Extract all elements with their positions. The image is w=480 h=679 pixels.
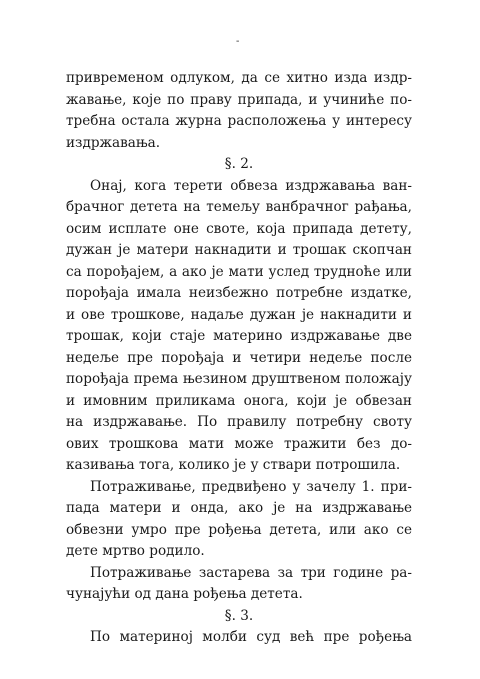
text-line: осим исплате оне своте, која припада детету, <box>66 220 412 237</box>
text-line: ових трошкова мати може тражити без до- <box>66 435 412 452</box>
text-line: недеље пре порођаја и четири недеље после <box>66 349 412 366</box>
text-line: требна остала журна расположења у интересу <box>66 113 412 129</box>
page-folio-mark: - <box>236 36 240 47</box>
text-line: издржавања. <box>66 134 161 151</box>
text-line: порођаја према њезином друштвеном положају <box>66 371 412 387</box>
text-line: Онај, кога терети обвеза издржавања ван- <box>90 177 412 194</box>
text-line: брачног детета на темељу ванбрачног рађања, <box>66 199 412 215</box>
text-line: и имовним приликама онога, који је обвезан <box>66 392 412 409</box>
text-line: пада матери и онда, ако је на издржавање <box>66 500 412 516</box>
text-line: порођаја имала неизбежно потребне издатке, <box>66 285 412 301</box>
section-heading-3: §. 3. <box>224 607 254 624</box>
text-line: и ове трошкове, надаље дужан је накнадити и <box>66 306 412 323</box>
text-line: казивања тога, колико је у ствари потрошила. <box>66 457 401 473</box>
text-line: обвезни умро пре рођења детета, или ако се <box>66 521 412 538</box>
text-line: трошак, који стаје материно издржавање две <box>66 328 412 344</box>
text-line: привременом одлуком, да се хитно изда издр- <box>66 70 412 86</box>
text-line: са порођајем, а ако је мати услед трудноће или <box>66 263 412 280</box>
text-line: чунајући од дана рођења детета. <box>66 586 303 602</box>
text-line: на издржавање. По правилу потребну своту <box>66 414 412 430</box>
text-line: дете мртво родило. <box>66 543 205 559</box>
text-line: Потраживање, предвиђено у зачелу 1. при- <box>90 478 412 495</box>
text-line: жавање, које по праву припада, и учиниће по- <box>66 91 412 108</box>
text-line: По материној молби суд већ пре рођења <box>90 629 412 645</box>
text-line: дужан је матери накнадити и трошак скопчан <box>66 242 412 258</box>
page-text-block <box>66 68 412 649</box>
text-line: Потраживање застарева за три године ра- <box>90 564 412 581</box>
section-heading-2: §. 2. <box>224 156 254 172</box>
